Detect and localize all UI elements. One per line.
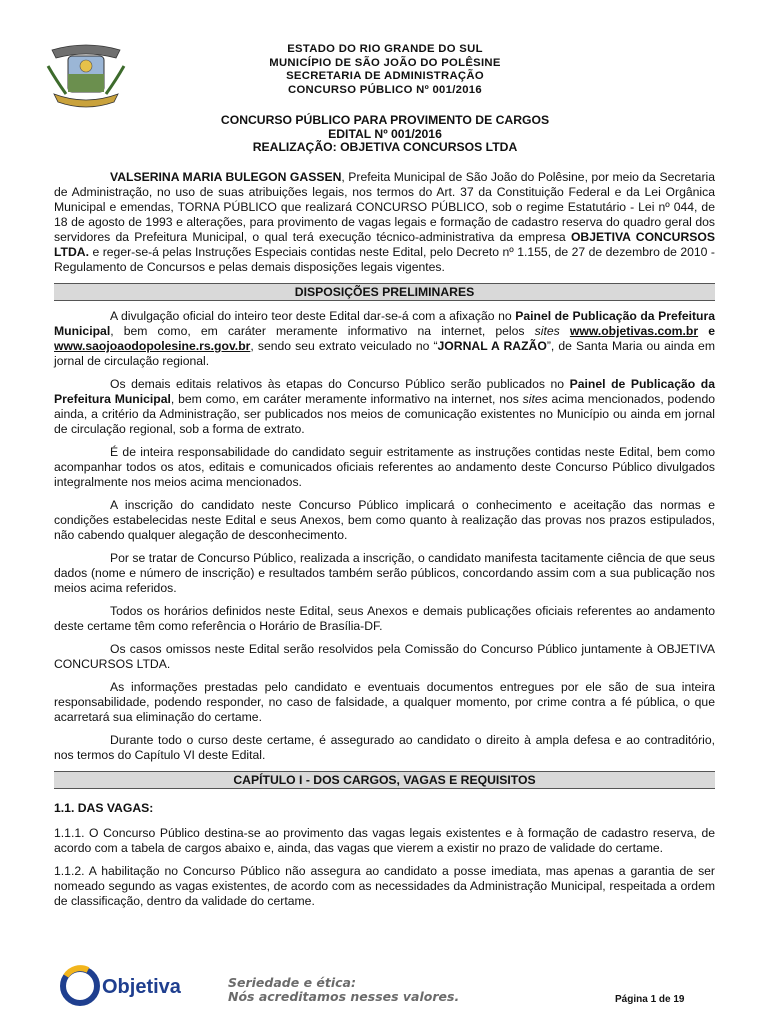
title-line-1: CONCURSO PÚBLICO PARA PROVIMENTO DE CARGOS: [220, 113, 550, 127]
intro-text-2: e reger-se-á pelas Instruções Especiais contidas neste Edital, pelo Decreto nº 1.155, de 27 de dezembro de 2010 - Regulamento de Concursos e pelas demais disposições legais vigentes.: [54, 245, 715, 274]
text: acima mencionados, podendo ainda, a critério da Administração, ser publicados nos meios de comunicação existentes no Município ou ainda em jornal de circulação regional, sob a forma de extrato.: [54, 392, 716, 436]
municipal-coat-of-arms: [44, 36, 128, 108]
text: , sendo seu extrato veiculado no “: [250, 339, 438, 353]
paragraph-publication: [54, 309, 715, 369]
text: Os demais editais relativos às etapas do Concurso Público serão publicados no: [110, 377, 570, 391]
text: , bem como, em caráter meramente informativo na internet, pelos: [110, 324, 535, 338]
title-line-2: EDITAL Nº 001/2016: [328, 126, 442, 141]
header-contest-number: CONCURSO PÚBLICO Nº 001/2016: [288, 83, 482, 96]
page-number: Página 1 de 19: [615, 994, 685, 1005]
paragraph-inscription: A inscrição do candidato neste Concurso Público implicará o conhecimento e aceitação das normas e condições estabelecidas neste Edital e seus Anexos, bem como quanto à realização das provas nos prazos estipulados, não cabendo qualquer alegação de desconhecimento.: [54, 498, 715, 542]
paragraph-information: As informações prestadas pelo candidato e eventuais documentos entregues por ele são de sua inteira responsabilidade, podendo responder, no caso de falsidade, a qualquer momento, por crime contra a fé pública, o que acarretará sua eliminação do certame.: [54, 680, 715, 724]
text: ”, de Santa Maria ou ainda em jornal de circulação regional.: [54, 339, 715, 368]
text-italic: sites: [534, 324, 560, 338]
text-italic: sites: [522, 392, 548, 406]
subheading-vagas: 1.1. DAS VAGAS:: [54, 801, 154, 815]
objetiva-logo: [58, 960, 188, 1010]
intro-text-1: , Prefeita Municipal de São João do Polêsine, por meio da Secretaria de Administração, no uso de suas atribuições legais, nos termos do Art. 37 da Constituição Federal e da Lei Orgânica Municipal e emendas, TORNA PÚBLICO que realizará CONCURSO PÚBLICO, sob o regime Estatutário - Lei nº 044, de 18 de agosto de 1993 e alterações, para provimento de vagas legais e formação de cadastro reserva do quadro geral dos servidores da Prefeitura Municipal, o qual terá execução técnico-administrativa da empresa: [54, 170, 715, 244]
paragraph-public-data: Por se tratar de Concurso Público, realizada a inscrição, o candidato manifesta tacitamente ciência de que seus dados (nome e número de inscrição) e resultados também serão públicos, concordando assim com a sua publicação nos meios acima referidos.: [54, 551, 715, 595]
text-bold: e: [698, 324, 716, 338]
document-body: [54, 170, 715, 917]
company-name: OBJETIVA CONCURSOS LTDA.: [54, 230, 715, 259]
text-bold: Painel de Publicação da Prefeitura Municipal: [54, 377, 715, 406]
document-header: [210, 43, 560, 97]
slogan-line-2: Nós acreditamos nesses valores.: [228, 989, 460, 1004]
header-state: ESTADO DO RIO GRANDE DO SUL: [287, 43, 483, 55]
document-title: [0, 114, 770, 155]
logo-wordmark: Objetiva: [102, 976, 181, 998]
section-heading-chapter-1: CAPÍTULO I - DOS CARGOS, VAGAS E REQUISITOS: [54, 771, 715, 789]
link-objetivas[interactable]: www.objetivas.com.br: [569, 324, 699, 338]
header-secretariat: SECRETARIA DE ADMINISTRAÇÃO: [286, 70, 484, 82]
newspaper-name: JORNAL A RAZÃO: [437, 339, 547, 353]
paragraph-omissions: Os casos omissos neste Edital serão resolvidos pela Comissão do Concurso Público juntamente à OBJETIVA CONCURSOS LTDA.: [54, 642, 715, 671]
intro-paragraph: [54, 170, 715, 275]
title-line-3: REALIZAÇÃO: OBJETIVA CONCURSOS LTDA: [252, 140, 518, 154]
text: A divulgação oficial do inteiro teor deste Edital dar-se-á com a afixação no: [110, 309, 516, 323]
text: [560, 324, 570, 338]
text: , bem como, em caráter meramente informativo na internet, nos: [170, 392, 523, 406]
mayor-name: VALSERINA MARIA BULEGON GASSEN: [110, 170, 342, 184]
paragraph-1-1-2: 1.1.2. A habilitação no Concurso Público não assegura ao candidato a posse imediata, mas apenas a garantia de ser nomeado segundo as vagas existentes, de acordo com as necessidades da Administração Municipal, respeitada a ordem de classificação, dentro da validade do certame.: [54, 864, 715, 908]
paragraph-1-1-1: 1.1.1. O Concurso Público destina-se ao provimento das vagas legais existentes e à formação de cadastro reserva, de acordo com a tabela de cargos abaixo e, ainda, das vagas que vierem a existir no prazo de validade do certame.: [54, 826, 715, 855]
link-prefeitura[interactable]: www.saojoaodopolesine.rs.gov.br: [54, 339, 251, 353]
paragraph-defense: Durante todo o curso deste certame, é assegurado ao candidato o direito à ampla defesa e ao contraditório, nos termos do Capítulo VI deste Edital.: [54, 733, 715, 762]
paragraph-timezone: Todos os horários definidos neste Edital, seus Anexos e demais publicações oficiais referentes ao andamento deste certame têm como referência o Horário de Brasília-DF.: [54, 604, 715, 633]
paragraph-other-edicts: [54, 377, 715, 437]
header-municipality: MUNICÍPIO DE SÃO JOÃO DO POLÊSINE: [269, 56, 501, 69]
section-heading-preliminares: DISPOSIÇÕES PRELIMINARES: [54, 283, 715, 301]
slogan-line-1: Seriedade e ética:: [228, 975, 356, 990]
footer-slogan: [228, 976, 459, 1004]
text-bold: Painel de Publicação da Prefeitura Municipal: [54, 309, 716, 338]
paragraph-responsibility: É de inteira responsabilidade do candidato seguir estritamente as instruções contidas neste Edital, bem como acompanhar todos os atos, editais e comunicados oficiais referentes ao andamento deste Concurso Público divulgados integralmente nos meios acima mencionados.: [54, 445, 715, 489]
